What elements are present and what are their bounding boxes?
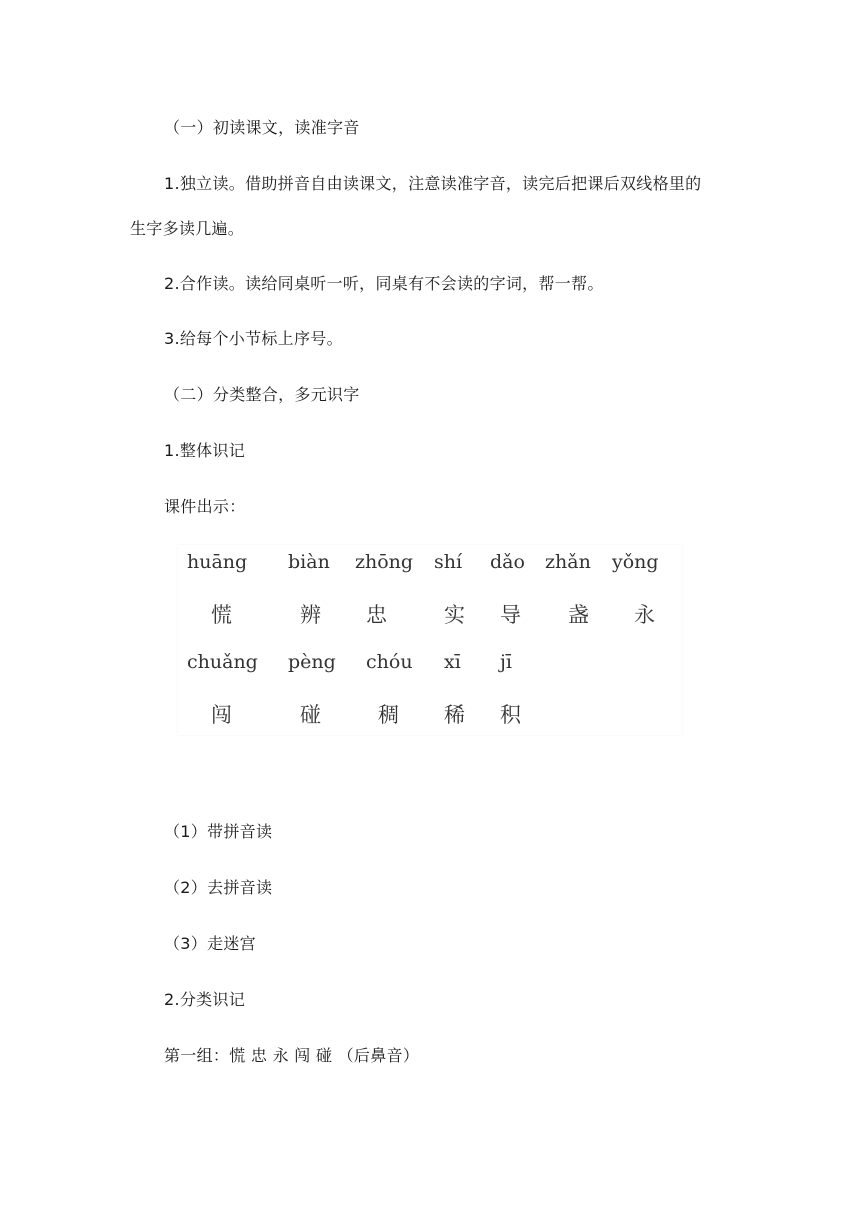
pinyin-huang: huāng xyxy=(187,551,248,573)
pinyin-chou: chóu xyxy=(366,651,413,673)
group-1-line: 第一组：慌 忠 永 闯 碰 （后鼻音） xyxy=(164,1046,420,1065)
pinyin-zhong: zhōng xyxy=(355,551,414,573)
reading-step-1: （1）带拼音读 xyxy=(164,822,273,841)
pinyin-dao: dǎo xyxy=(490,551,525,573)
section-heading-2: （二）分类整合，多元识字 xyxy=(164,385,360,404)
char-ji: 积 xyxy=(500,703,521,727)
pinyin-chuang: chuǎng xyxy=(187,651,258,673)
char-dao: 导 xyxy=(500,603,521,627)
paragraph-1-line-1: 1.独立读。借助拼音自由读课文，注意读准字音，读完后把课后双线格里的 xyxy=(164,174,702,193)
char-zhong: 忠 xyxy=(366,603,387,627)
paragraph-2: 2.合作读。读给同桌听一听，同桌有不会读的字词，帮一帮。 xyxy=(164,274,604,293)
pinyin-zhan: zhǎn xyxy=(545,551,591,573)
courseware-intro: 课件出示： xyxy=(164,497,246,516)
pinyin-xi: xī xyxy=(444,651,461,673)
section-heading-1: （一）初读课文，读准字音 xyxy=(164,118,360,137)
paragraph-1-line-2: 生字多读几遍。 xyxy=(130,219,245,238)
subsection-1-title: 1.整体识记 xyxy=(164,441,246,460)
char-chou: 稠 xyxy=(378,703,399,727)
char-xi: 稀 xyxy=(444,703,465,727)
pinyin-ji: jī xyxy=(500,651,512,673)
char-shi: 实 xyxy=(444,603,465,627)
char-bian: 辨 xyxy=(300,603,321,627)
subsection-2-title: 2.分类识记 xyxy=(164,990,246,1009)
char-yong: 永 xyxy=(634,603,655,627)
pinyin-character-table xyxy=(178,545,682,735)
char-peng: 碰 xyxy=(300,703,321,727)
reading-step-2: （2）去拼音读 xyxy=(164,878,273,897)
pinyin-peng: pèng xyxy=(288,651,336,673)
reading-step-3: （3）走迷宫 xyxy=(164,934,256,953)
paragraph-3: 3.给每个小节标上序号。 xyxy=(164,329,343,348)
char-zhan: 盏 xyxy=(568,603,589,627)
pinyin-shi: shí xyxy=(434,551,463,573)
char-chuang: 闯 xyxy=(211,703,232,727)
pinyin-yong: yǒng xyxy=(612,551,659,573)
pinyin-bian: biàn xyxy=(288,551,330,573)
char-huang: 慌 xyxy=(211,603,232,627)
